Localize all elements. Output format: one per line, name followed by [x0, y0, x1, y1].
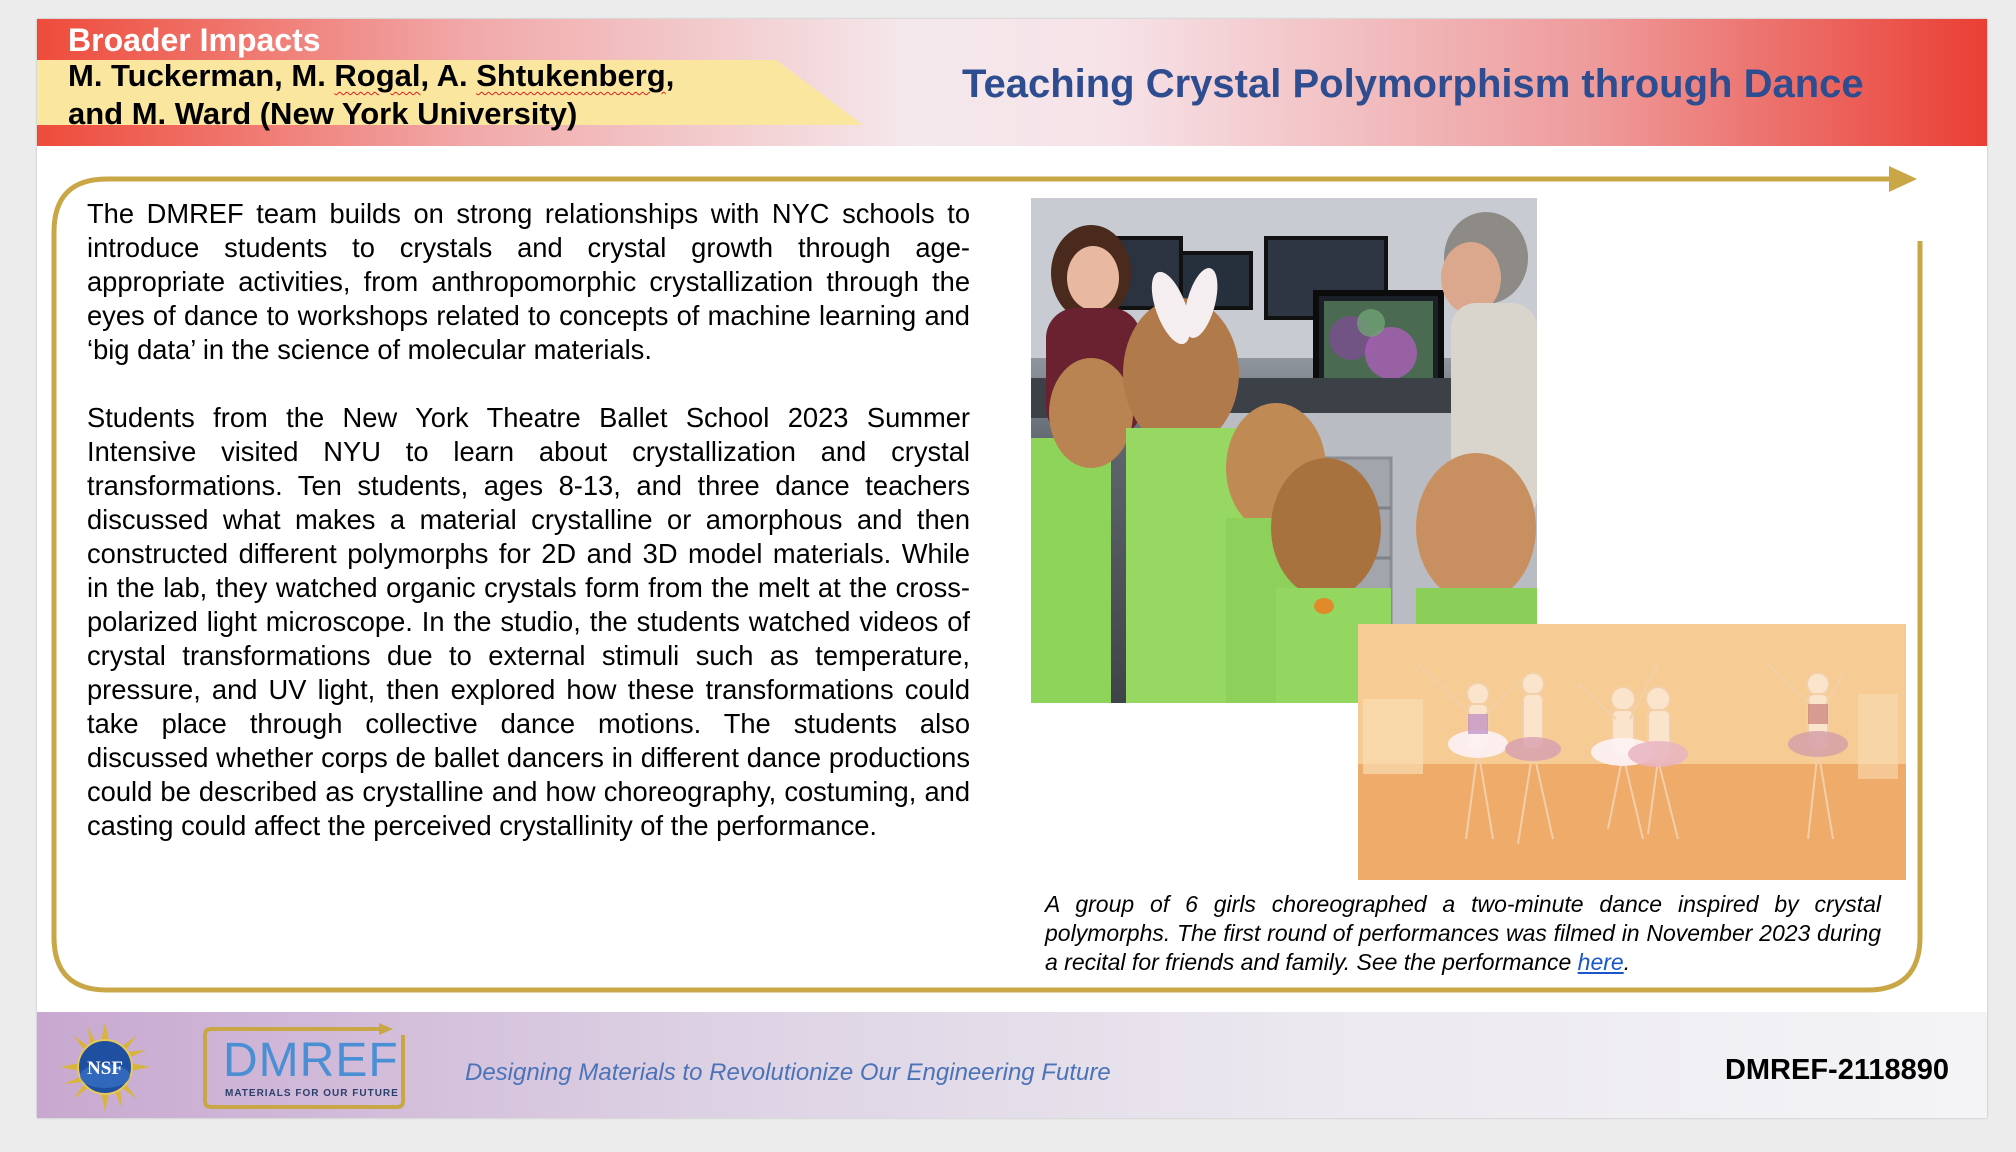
caption-end: .: [1623, 949, 1631, 975]
caption-text: A group of 6 girls choreographed a two-minute dance inspired by crystal polymorphs. The first round of performances was filmed in November 2023 during a recital for friends and family. See the performance: [1045, 891, 1881, 975]
author-rogal: Rogal: [334, 58, 421, 93]
nsf-logo-text: NSF: [87, 1058, 123, 1079]
paragraph-2: Students from the New York Theatre Ballet School 2023 Summer Intensive visited NYU to learn about crystallization and crystal transformations. Ten students, ages 8-13, and three dance teachers discussed what makes a material crystalline or amorphous and then constructed different polymorphs for 2D and 3D model materials. While in the lab, they watched organic crystals form from the melt at the cross-polarized light microscope. In the studio, the students watched videos of crystal transformations due to external stimuli such as temperature, pressure, and UV light, then explored how these transformations could take place through collective dance motions. The students also discussed whether corps de ballet dancers in different dance productions could be described as crystalline and how choreography, costuming, and casting could affect the perceived crystallinity of the performance.: [87, 402, 970, 841]
dmref-logo-word: DMREF: [223, 1034, 399, 1087]
body-text: [87, 197, 970, 877]
slide: [37, 19, 1987, 1118]
photo-caption: [1045, 890, 1881, 977]
grant-id: DMREF-2118890: [1724, 1054, 1949, 1086]
authors-line-2: and M. Ward (New York University): [68, 96, 578, 131]
dance-photo: [1358, 624, 1906, 880]
footer-tagline: Designing Materials to Revolutionize Our Engineering Future: [465, 1059, 1111, 1086]
authors-line-1: [68, 57, 674, 95]
frame-arrow-head: [1889, 166, 1917, 192]
authors-text: ,: [665, 58, 675, 93]
author-shtukenberg: Shtukenberg: [476, 58, 666, 93]
authors: [68, 57, 674, 133]
authors-text: M. Tuckerman, M.: [68, 58, 335, 93]
nsf-logo: [60, 1022, 150, 1112]
performance-link[interactable]: here: [1577, 949, 1624, 975]
slide-title: Teaching Crystal Polymorphism through Dance: [962, 62, 1864, 106]
authors-text: , A.: [420, 58, 477, 93]
section-label: Broader Impacts: [68, 22, 321, 58]
dmref-logo-subtitle: MATERIALS FOR OUR FUTURE: [225, 1088, 399, 1099]
dance-photo-art: [1358, 624, 1906, 880]
paragraph-1: The DMREF team builds on strong relationships with NYC schools to introduce students to crystals and crystal growth through age-appropriate activities, from anthropomorphic crystallization through the eyes of dance to workshops related to concepts of machine learning and ‘big data’ in the science of molecular materials.: [87, 198, 970, 365]
